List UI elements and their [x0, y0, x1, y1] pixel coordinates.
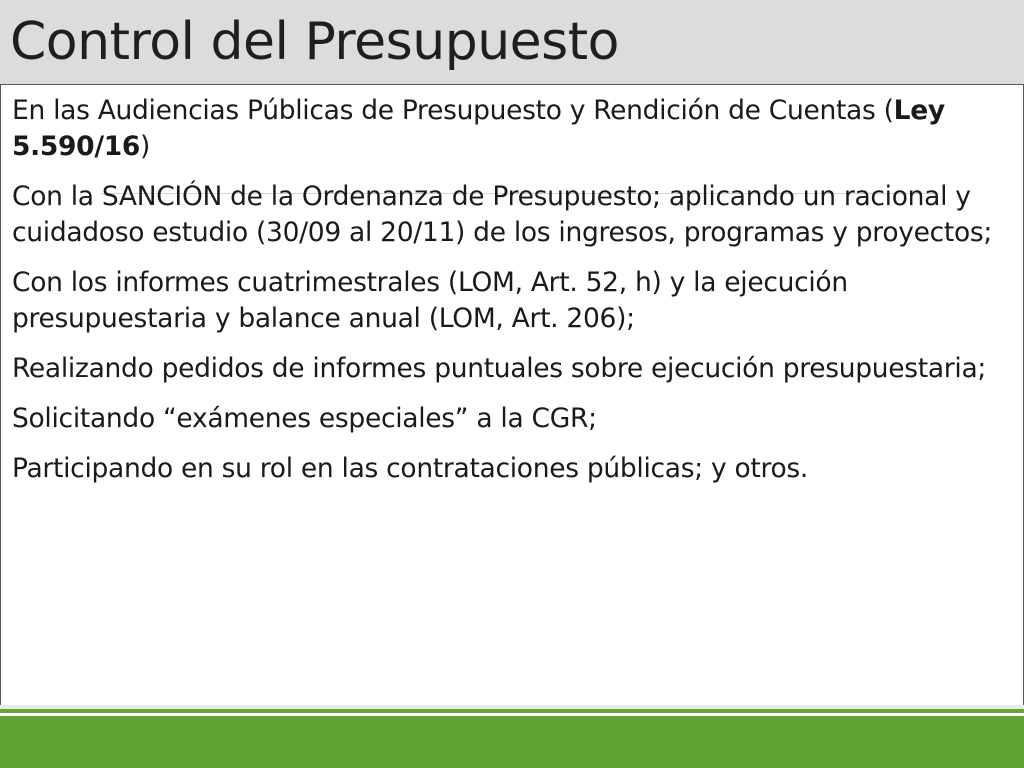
- paragraph-examenes: Solicitando “exámenes especiales” a la CGR;: [12, 403, 597, 434]
- law-reference: Ley 5.590/16: [12, 95, 945, 162]
- paragraph-sancion: Con la SANCIÓN de la Ordenanza de Presupuesto; aplicando un racional y cuidadoso estudio (30/09 al 20/11) de los ingresos, programas y proyectos;: [12, 181, 993, 248]
- footer-green-band: [0, 716, 1024, 768]
- paragraph-audiencias: [12, 93, 1012, 165]
- paragraph-informes: Con los informes cuatrimestrales (LOM, Art. 52, h) y la ejecución presupuestaria y balance anual (LOM, Art. 206);: [12, 267, 848, 334]
- paragraph-pedidos: Realizando pedidos de informes puntuales sobre ejecución presupuestaria;: [12, 353, 987, 384]
- title-bar: [0, 0, 1024, 84]
- paragraph-list: [12, 93, 1012, 501]
- paragraph-contrataciones: Participando en su rol en las contrataciones públicas; y otros.: [12, 453, 809, 484]
- slide-title: Control del Presupuesto: [10, 12, 619, 72]
- paragraph-audiencias-text: En las Audiencias Públicas de Presupuesto y Rendición de Cuentas (: [12, 95, 894, 126]
- content-box: [0, 84, 1024, 706]
- paragraph-audiencias-close: ): [139, 131, 151, 162]
- footer-thin-stripe: [0, 709, 1024, 713]
